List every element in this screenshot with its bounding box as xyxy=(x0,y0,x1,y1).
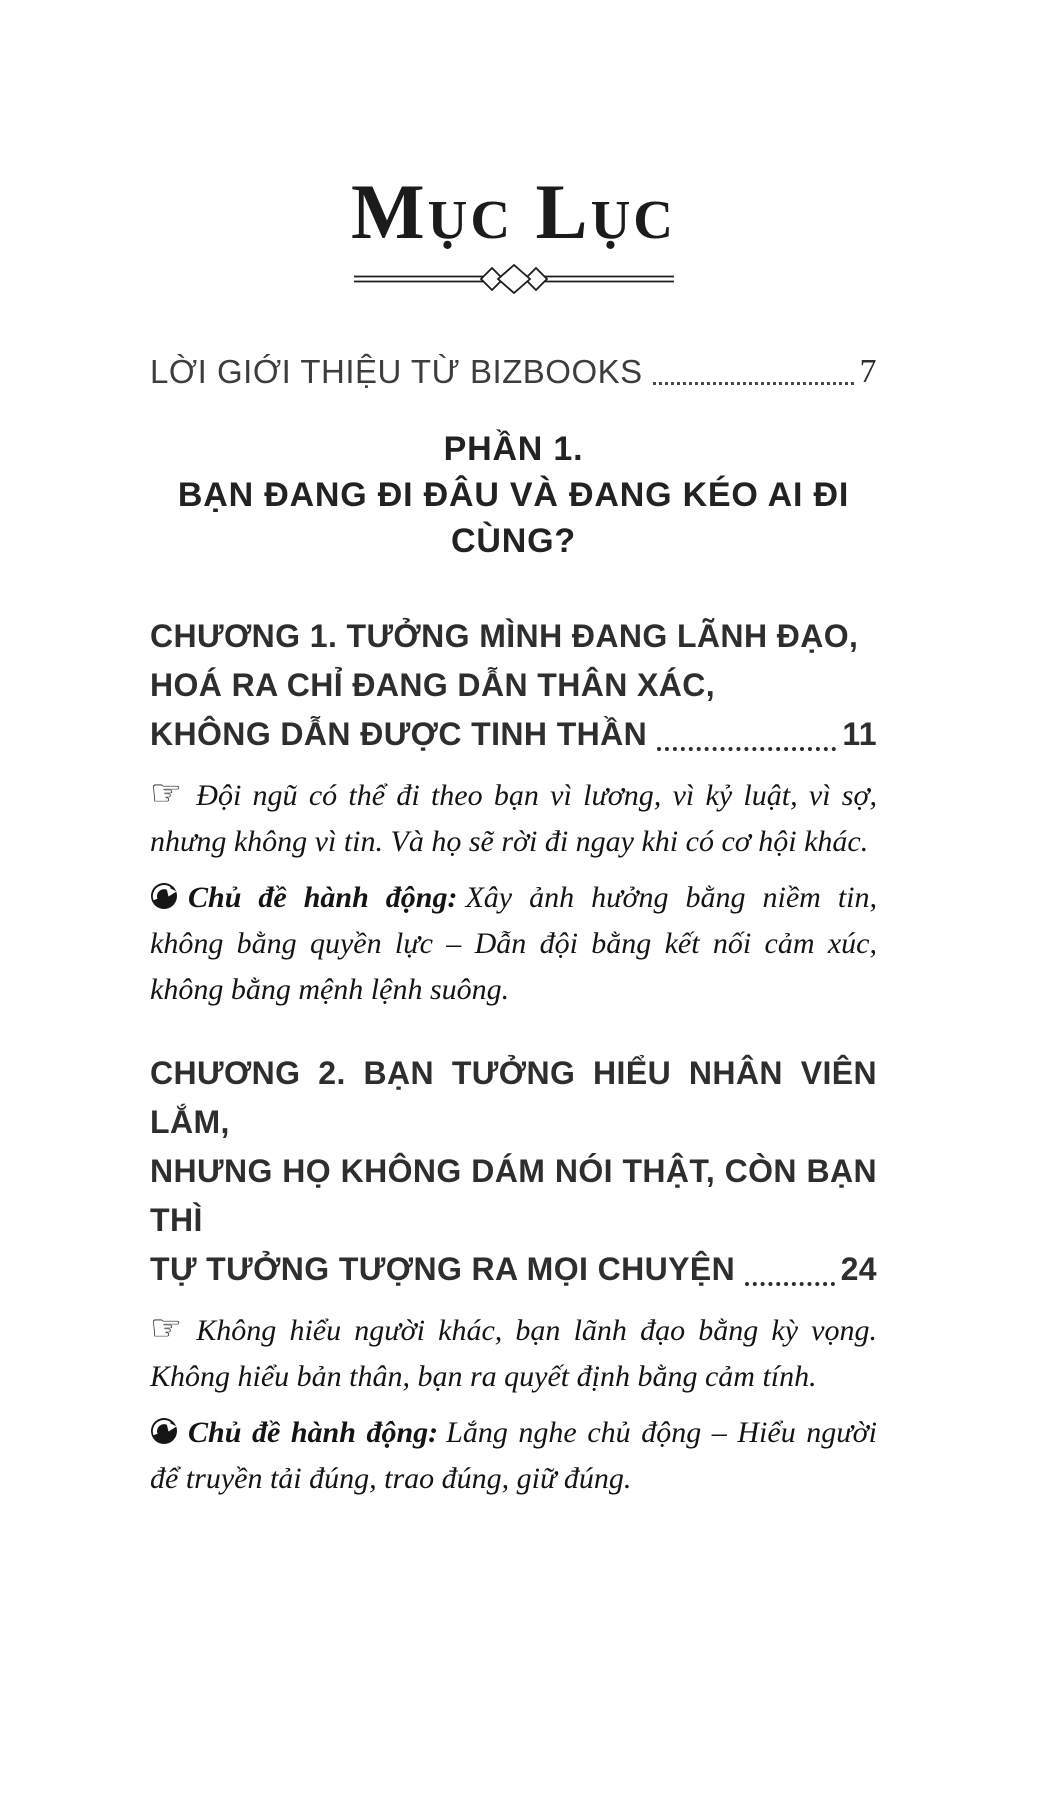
chapter-heading-line: CHƯƠNG 1. TƯỞNG MÌNH ĐANG LÃNH ĐẠO, xyxy=(150,618,859,654)
chapter-heading-line: TỰ TƯỞNG TƯỢNG RA MỌI CHUYỆN xyxy=(150,1251,736,1287)
diamond-divider-icon xyxy=(354,264,674,294)
insight-paragraph xyxy=(150,1306,877,1400)
pointing-hand-icon: ☞ xyxy=(150,773,183,814)
action-label: Chủ đề hành động: xyxy=(188,1416,439,1449)
insight-paragraph xyxy=(150,771,877,865)
action-text: Lắng nghe chủ động – Hiểu người để truyền tải đúng, trao đúng, giữ đúng. xyxy=(150,1416,877,1495)
chapter-page-row xyxy=(150,710,877,759)
insight-text: Không hiểu người khác, bạn lãnh đạo bằng kỳ vọng. Không hiểu bản thân, bạn ra quyết định bằng cảm tính. xyxy=(150,1314,877,1393)
page-number: 24 xyxy=(840,1251,877,1287)
chapter-heading-line: HOÁ RA CHỈ ĐANG DẪN THÂN XÁC, xyxy=(150,667,716,703)
action-paragraph xyxy=(150,1410,877,1502)
chapter-heading-line: CHƯƠNG 2. BẠN TƯỞNG HIỂU NHÂN VIÊN LẮM, xyxy=(150,1055,877,1140)
action-label: Chủ đề hành động: xyxy=(188,881,458,914)
dot-leader xyxy=(653,382,854,385)
part-heading xyxy=(150,426,877,564)
dot-leader xyxy=(657,747,836,751)
part-title: BẠN ĐANG ĐI ĐÂU VÀ ĐANG KÉO AI ĐI CÙNG? xyxy=(177,476,850,560)
page-number: 7 xyxy=(859,353,877,390)
insight-text: Đội ngũ có thể đi theo bạn vì lương, vì kỷ luật, vì sợ, nhưng không vì tin. Và họ sẽ rời đi ngay khi có cơ hội khác. xyxy=(150,779,877,858)
chapter-page-row xyxy=(150,1245,877,1294)
book-page xyxy=(0,170,1040,1816)
action-paragraph xyxy=(150,875,877,1013)
toc-entry-chapter-2 xyxy=(150,1049,877,1294)
diamond-divider xyxy=(150,264,877,294)
toc-entry-chapter-1 xyxy=(150,612,877,759)
action-arrow-icon xyxy=(150,882,178,910)
pointing-hand-icon: ☞ xyxy=(150,1308,183,1349)
toc-entry-intro xyxy=(150,352,877,392)
dot-leader xyxy=(745,1282,834,1286)
chapter-heading-line: NHƯNG HỌ KHÔNG DÁM NÓI THẬT, CÒN BẠN THÌ xyxy=(150,1153,877,1238)
page-title: Mục Lục xyxy=(350,168,677,255)
toc-entry-intro-label: LỜI GIỚI THIỆU TỪ BIZBOOKS xyxy=(150,353,643,390)
action-arrow-icon xyxy=(150,1417,178,1445)
chapter-heading-line: KHÔNG DẪN ĐƯỢC TINH THẦN xyxy=(150,716,648,752)
part-number: PHẦN 1. xyxy=(443,430,584,468)
action-text: Xây ảnh hưởng bằng niềm tin, không bằng quyền lực – Dẫn đội bằng kết nối cảm xúc, không bằng mệnh lệnh suông. xyxy=(150,881,877,1006)
page-number: 11 xyxy=(842,716,877,752)
